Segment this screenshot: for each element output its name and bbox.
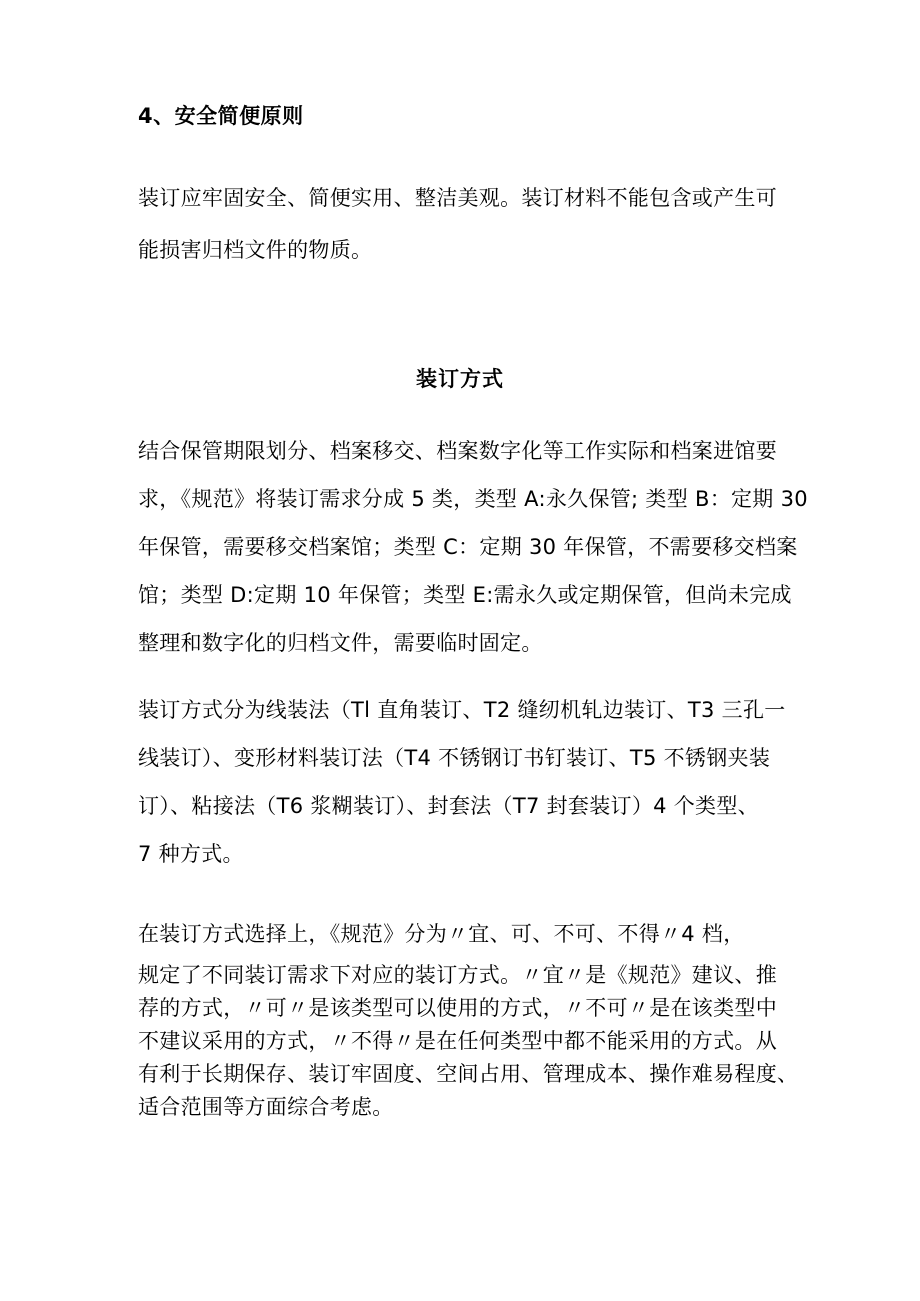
text-line: 订）、粘接法（T6 浆糊装订）、封套法（T7 封套装订）4 个类型、 [138,794,759,818]
text-line: 有利于长期保存、装订牢固度、空间占用、管理成本、操作难易程度、 [138,1062,799,1086]
text-line: 馆；类型 D:定期 10 年保管；类型 E:需永久或定期保管，但尚未完成 [138,583,792,607]
text-line: 能损害归档文件的物质。 [138,238,373,262]
text-line: 结合保管期限划分、档案移交、档案数字化等工作实际和档案进馆要 [138,439,777,463]
text-line: 装订应牢固安全、简便实用、整洁美观。装订材料不能包含或产生可 [138,186,777,210]
text-line: 不建议采用的方式，〃不得〃是在任何类型中都不能采用的方式。从 [138,1029,777,1053]
text-line: 整理和数字化的归档文件，需要临时固定。 [138,631,543,655]
text-line: 规定了不同装订需求下对应的装订方式。〃宜〃是《规范》建议、推 [138,963,777,987]
paragraph-binding-methods [138,686,798,878]
text-line: 荐的方式，〃可〃是该类型可以使用的方式，〃不可〃是在该类型中 [138,996,777,1020]
paragraph-method-levels [138,959,798,1124]
text-line: 装订方式分为线装法（Tl 直角装订、T2 缝纫机轧边装订、T3 三孔一 [138,698,786,722]
text-line: 适合范围等方面综合考虑。 [138,1095,394,1119]
text-line: 年保管，需要移交档案馆；类型 C：定期 30 年保管，不需要移交档案 [138,535,798,559]
paragraph-binding-principle [138,172,798,276]
text-line: 求，《规范》将装订需求分成 5 类，类型 A:永久保管; 类型 B：定期 30 [138,487,808,511]
section-heading: 4、安全简便原则 [138,104,304,128]
paragraph-method-selection [138,910,798,958]
text-line: 7 种方式。 [138,842,244,866]
section-title: 装订方式 [416,367,504,391]
text-line: 线装订）、变形材料装订法（T4 不锈钢订书钉装订、T5 不锈钢夹装 [138,746,771,770]
paragraph-binding-requirements [138,427,808,667]
text-line: 在装订方式选择上，《规范》分为〃宜、可、不可、不得〃4 档， [138,922,745,946]
